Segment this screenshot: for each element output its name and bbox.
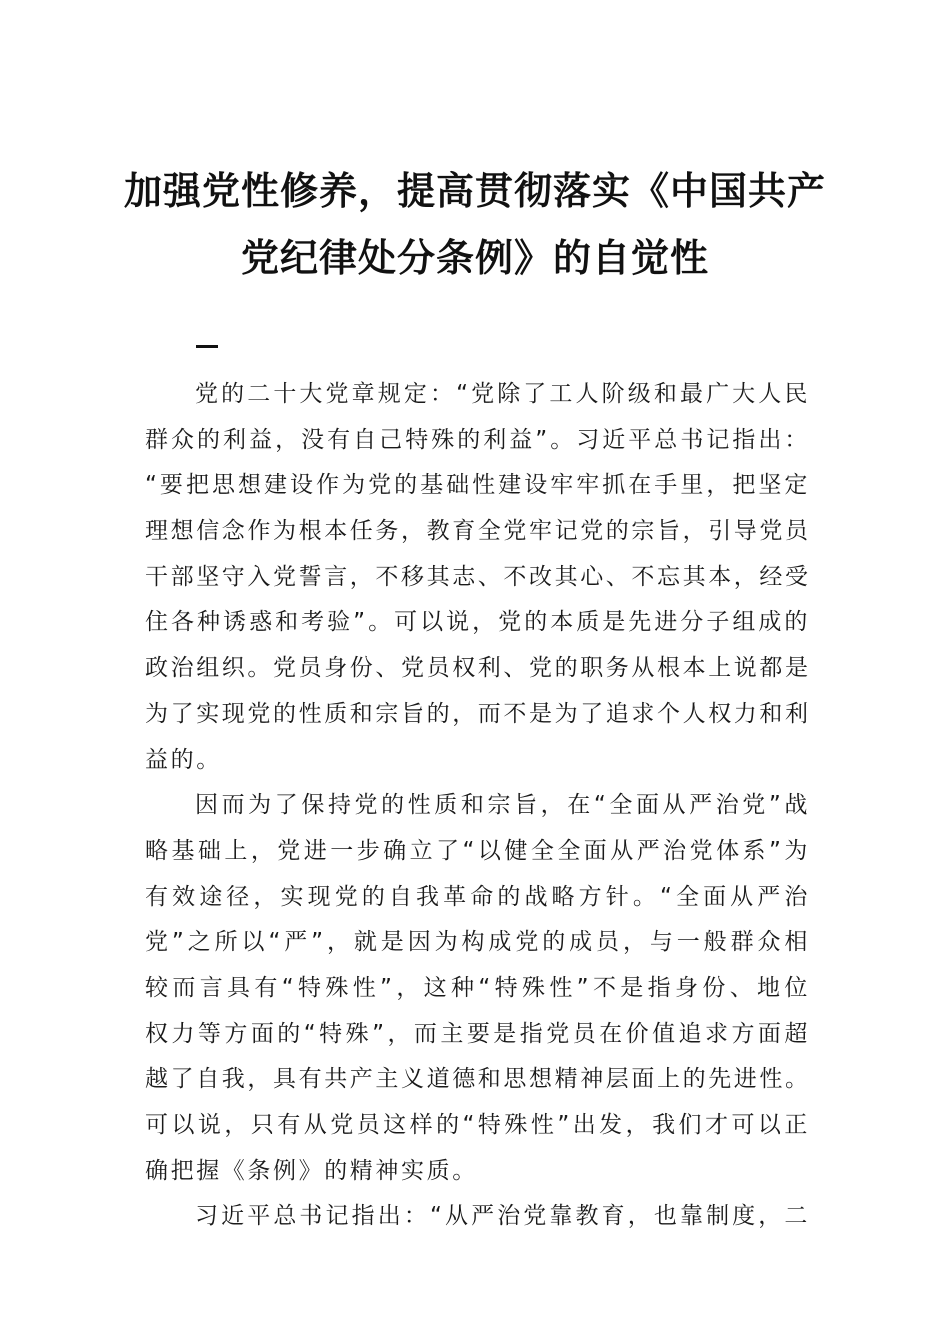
paragraph-1 bbox=[145, 372, 810, 783]
text-line: 党的二十大党章规定：“党除了工人阶级和最广大人民 bbox=[195, 381, 810, 407]
text-line: 群众的利益，没有自己特殊的利益”。习近平总书记指出： bbox=[145, 426, 810, 453]
text-line: “要把思想建设作为党的基础性建设牢牢抓在手里，把坚定 bbox=[145, 472, 810, 499]
text-line: 因而为了保持党的性质和宗旨，在“全面从严治党”战 bbox=[195, 792, 810, 819]
text-line: 为了实现党的性质和宗旨的，而不是为了追求个人权力和利 bbox=[145, 700, 811, 727]
text-line: 习近平总书记指出：“从严治党靠教育，也靠制度，二 bbox=[195, 1203, 810, 1230]
text-line: 党”之所以“严”，就是因为构成党的成员，与一般群众相 bbox=[145, 929, 810, 956]
text-line: 政治组织。党员身份、党员权利、党的职务从根本上说都是 bbox=[145, 655, 811, 682]
document-title-line-1: 加强党性修养，提高贯彻落实《中国共产 bbox=[123, 168, 826, 213]
text-line: 较而言具有“特殊性”，这种“特殊性”不是指身份、地位 bbox=[145, 974, 810, 1001]
paragraph-2 bbox=[145, 783, 810, 1194]
text-line: 略基础上，党进一步确立了“以健全全面从严治党体系”为 bbox=[145, 837, 810, 864]
text-line: 确把握《条例》的精神实质。 bbox=[145, 1157, 478, 1184]
paragraph-3 bbox=[145, 1194, 810, 1240]
text-line: 可以说，只有从党员这样的“特殊性”出发，我们才可以正 bbox=[145, 1112, 810, 1138]
text-line: 有效途径，实现党的自我革命的战略方针。“全面从严治 bbox=[145, 883, 810, 910]
text-line: 干部坚守入党誓言，不移其志、不改其心、不忘其本，经受 bbox=[145, 563, 811, 590]
section-heading-one bbox=[196, 345, 218, 348]
text-line: 权力等方面的“特殊”，而主要是指党员在价值追求方面超 bbox=[145, 1020, 810, 1047]
text-line: 越了自我，具有共产主义道德和思想精神层面上的先进性。 bbox=[145, 1066, 811, 1093]
document-body bbox=[145, 372, 810, 1240]
text-line: 住各种诱惑和考验”。可以说，党的本质是先进分子组成的 bbox=[145, 609, 810, 636]
text-line: 益的。 bbox=[145, 746, 222, 773]
text-line: 理想信念作为根本任务，教育全党牢记党的宗旨，引导党员 bbox=[145, 518, 811, 545]
document-title-line-2: 党纪律处分条例》的自觉性 bbox=[240, 235, 709, 280]
